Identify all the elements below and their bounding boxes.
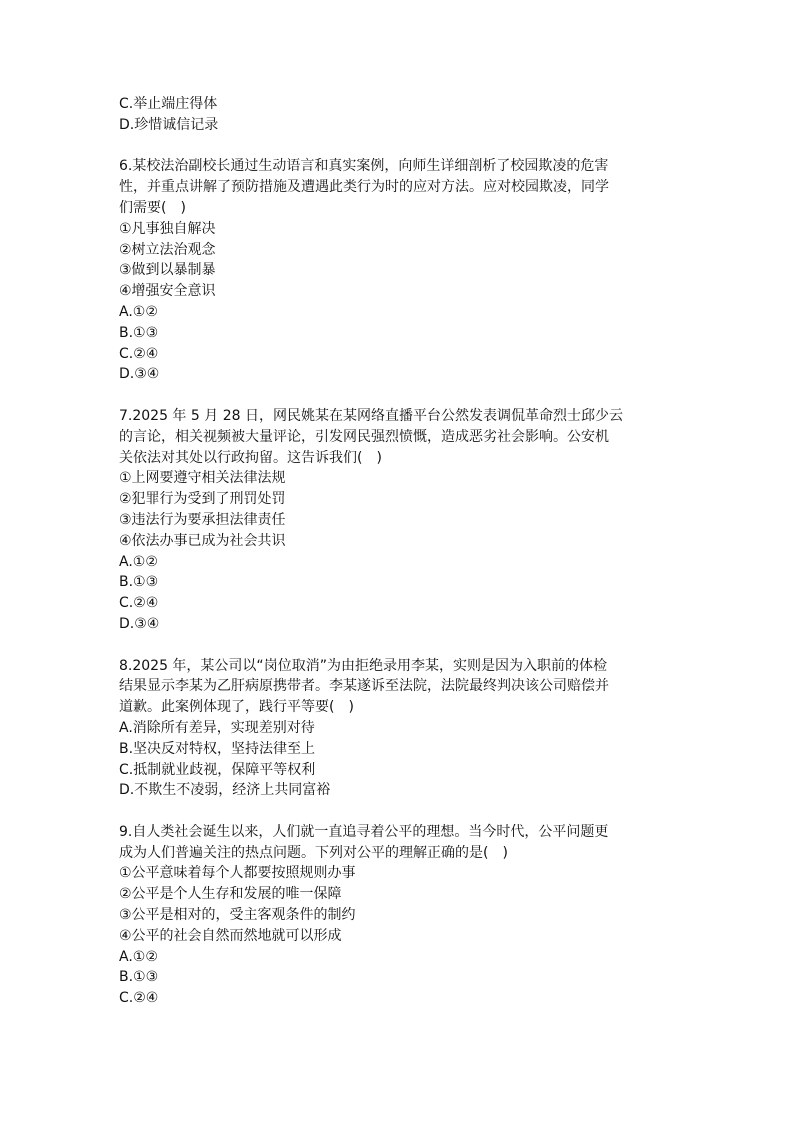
q7-choice-d: D.③④ xyxy=(119,615,160,632)
q9-item-1: ①公平意味着每个人都要按照规则办事 xyxy=(119,865,356,882)
q6-item-1: ①凡事独自解决 xyxy=(119,220,216,237)
q9-choice-c: C.②④ xyxy=(119,990,159,1007)
q7-stem-line-1: 7.2025 年 5 月 28 日，网民姚某在某网络直播平台公然发表调侃革命烈士邱少云 xyxy=(119,407,623,424)
q8-stem-line-2: 结果显示李某为乙肝病原携带者。李某遂诉至法院，法院最终判决该公司赔偿并 xyxy=(119,678,609,695)
q9-stem-line-2: 成为人们普遍关注的热点问题。下列对公平的理解正确的是( ) xyxy=(119,844,508,861)
q7-item-1: ①上网要遵守相关法律法规 xyxy=(119,470,286,487)
q9-item-2: ②公平是个人生存和发展的唯一保障 xyxy=(119,886,342,903)
q6-item-4: ④增强安全意识 xyxy=(119,283,216,300)
q6-stem-line-2: 性，并重点讲解了预防措施及遭遇此类行为时的应对方法。应对校园欺凌，同学 xyxy=(119,179,609,196)
q9-stem-line-1: 9.自人类社会诞生以来，人们就一直追寻着公平的理想。当今时代，公平问题更 xyxy=(119,823,609,840)
q8-choice-b: B.坚决反对特权，坚持法律至上 xyxy=(119,740,316,757)
q5-option-d: D.珍惜诚信记录 xyxy=(119,116,219,133)
q7-item-3: ③违法行为要承担法律责任 xyxy=(119,511,286,528)
q8-choice-d: D.不欺生不凌弱，经济上共同富裕 xyxy=(119,782,331,799)
q8-choice-c: C.抵制就业歧视，保障平等权利 xyxy=(119,761,316,778)
q7-choice-a: A.①② xyxy=(119,553,158,570)
q9-item-3: ③公平是相对的，受主客观条件的制约 xyxy=(119,907,356,924)
q7-stem-line-3: 关依法对其处以行政拘留。这告诉我们( ) xyxy=(119,449,382,466)
q6-choice-d: D.③④ xyxy=(119,366,160,383)
q5-option-c: C.举止端庄得体 xyxy=(119,96,218,112)
q6-item-2: ②树立法治观念 xyxy=(119,241,216,258)
q7-item-4: ④依法办事已成为社会共识 xyxy=(119,532,286,549)
exam-page xyxy=(119,94,679,1009)
q8-stem-line-1: 8.2025 年，某公司以“岗位取消”为由拒绝录用李某，实则是因为入职前的体检 xyxy=(119,657,607,674)
q7-choice-b: B.①③ xyxy=(119,574,159,591)
q7-item-2: ②犯罪行为受到了刑罚处罚 xyxy=(119,491,286,508)
q6-choice-a: A.①② xyxy=(119,303,158,320)
q6-choice-b: B.①③ xyxy=(119,324,159,341)
q9-item-4: ④公平的社会自然而然地就可以形成 xyxy=(119,927,342,944)
q6-stem-line-1: 6.某校法治副校长通过生动语言和真实案例，向师生详细剖析了校园欺凌的危害 xyxy=(119,158,609,175)
q7-stem-line-2: 的言论，相关视频被大量评论，引发网民强烈愤慨，造成恶劣社会影响。公安机 xyxy=(119,428,609,445)
q9-choice-b: B.①③ xyxy=(119,969,159,986)
q7-choice-c: C.②④ xyxy=(119,595,159,612)
q6-choice-c: C.②④ xyxy=(119,345,159,362)
q9-choice-a: A.①② xyxy=(119,948,158,965)
q8-choice-a: A.消除所有差异，实现差别对待 xyxy=(119,719,315,736)
q6-stem-line-3: 们需要( ) xyxy=(119,199,186,216)
q8-stem-line-3: 道歉。此案例体现了，践行平等要( ) xyxy=(119,699,354,716)
q6-item-3: ③做到以暴制暴 xyxy=(119,262,216,279)
